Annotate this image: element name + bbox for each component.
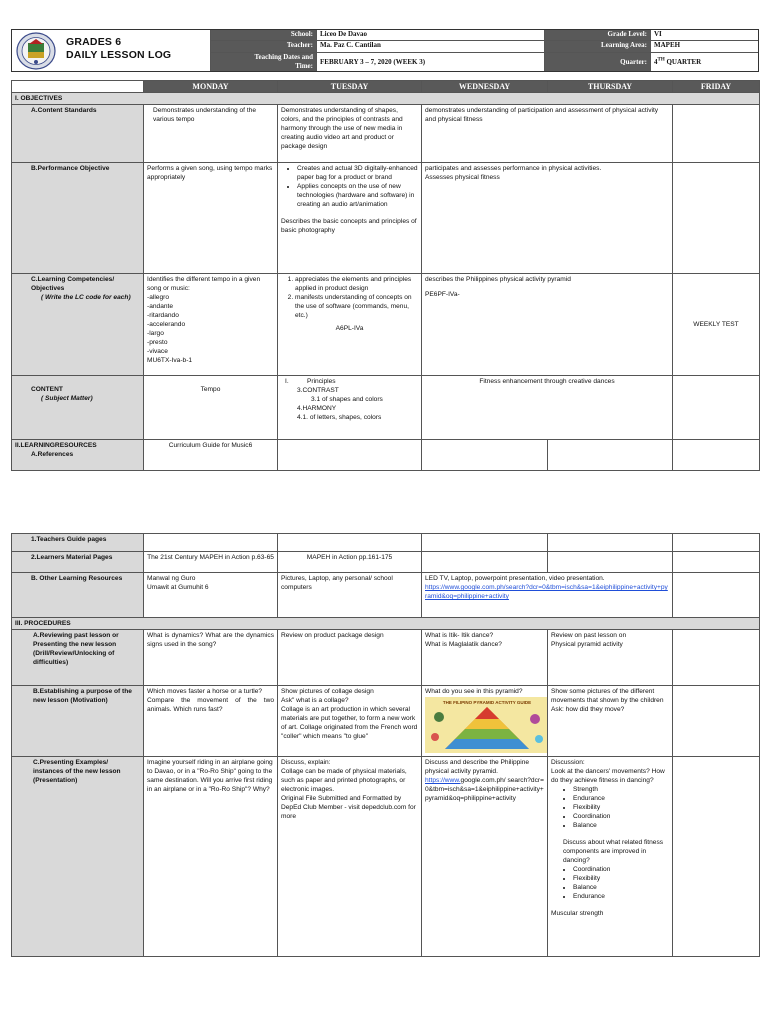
content-tuesday-line: 3.1 of shapes and colors: [311, 396, 383, 403]
pyramid-title: THE FILIPINO PYRAMID ACTIVITY GUIDE: [442, 700, 532, 705]
motivation-tuesday-line: Ask" what is a collage?: [281, 697, 349, 704]
content-wednesday: Fitness enhancement through creative dances: [422, 376, 673, 440]
performance-monday: Performs a given song, using tempo marks appropriately: [144, 163, 278, 274]
other-wednesday-text: LED TV, Laptop, powerpoint presentation, video presentation.: [425, 575, 605, 582]
motivation-label: B.Establishing a purpose of the new lesson (Motivation): [33, 688, 132, 704]
performance-wednesday-line-2: Assesses physical fitness: [425, 174, 500, 181]
fitness-component-item: • Strength: [573, 785, 669, 794]
learning-competencies-row: [12, 274, 760, 376]
objectives-section-row: [12, 93, 760, 105]
presentation-wednesday: [422, 757, 548, 957]
lc-tuesday-item-2: 2. manifests understanding of concepts on the use of software (commands, menu, etc.): [295, 293, 418, 320]
performance-wednesday-line-1: participates and assesses performance in physical activities.: [425, 165, 602, 172]
lesson-table-part2: [11, 533, 760, 957]
pyramid-search-link[interactable]: https://www.google.com.ph/search?dcr=0&tbm=isch&sa=1&eiphilippine+activity+pyramid&oq=philippine+activity: [425, 584, 668, 600]
weekly-test-friday: WEEKLY TEST: [673, 274, 760, 376]
day-header-row: [12, 81, 760, 93]
lc-monday-line: Identifies the different tempo in a given song or music:: [147, 276, 262, 292]
lc-wednesday-line: describes the Philippines physical activity pyramid: [425, 276, 571, 283]
motivation-tuesday-line: Collage is an art production in which several materials are put together, to form a new work of art. Collage originated from the French word "coller" which means "to glue": [281, 706, 420, 740]
day-monday: MONDAY: [144, 81, 278, 93]
fitness-component-item: • Endurance: [573, 794, 669, 803]
reviewing-tuesday: Review on product package design: [278, 630, 422, 686]
title-grade: GRADES 6: [66, 36, 122, 48]
grade-level-value: VI: [650, 30, 758, 40]
learning-area-label: Learning Area:: [544, 40, 650, 52]
dates-label-line2: Time:: [295, 62, 313, 70]
motivation-thursday-line: Ask: how did they move?: [551, 706, 625, 713]
teacher-value: Ma. Paz C. Cantilan: [316, 40, 544, 52]
header-block: [11, 29, 759, 72]
related-component-item: • Flexibility: [573, 874, 669, 883]
presentation-tuesday: [278, 757, 422, 957]
motivation-monday-line: Compare the movement of the two animals. Which runs fast?: [147, 697, 276, 713]
dates-label-line1: Teaching Dates and: [254, 53, 313, 61]
reviewing-thursday-line: Review on past lesson on: [551, 632, 627, 639]
references-label: A.References: [31, 451, 74, 458]
motivation-tuesday: [278, 686, 422, 757]
content-tuesday: [278, 376, 422, 440]
motivation-thursday: [548, 686, 673, 757]
fitness-component-item: • Coordination: [573, 812, 669, 821]
references-row: [12, 440, 760, 471]
presentation-row: [12, 757, 760, 957]
content-tuesday-line: 4.1. of letters, shapes, colors: [297, 414, 382, 421]
content-standards-wednesday: demonstrates understanding of participation and assessment of physical activity and physical fitness: [422, 105, 673, 163]
learning-competencies-label: C.Learning Competencies/ Objectives: [31, 276, 115, 292]
other-monday-line: Manwal ng Guro: [147, 575, 196, 582]
content-tuesday-line: 4.HARMONY: [297, 405, 337, 412]
lc-monday-code: MU6TX-Iva-b-1: [147, 357, 193, 364]
teachers-guide-row: [12, 534, 760, 552]
teacher-label: Teacher:: [210, 40, 316, 52]
other-resources-row: [12, 573, 760, 618]
motivation-wednesday-question: What do you see in this pyramid?: [425, 688, 523, 695]
related-component-item: • Coordination: [573, 865, 669, 874]
fitness-component-item: • Balance: [573, 821, 669, 830]
motivation-monday: [144, 686, 278, 757]
presentation-tuesday-line: Collage can be made of physical materials, such as paper and printed photographs, or electronic images.: [281, 768, 409, 793]
quarter-word: QUARTER: [664, 57, 702, 66]
lc-monday-line: -largo: [147, 330, 164, 337]
content-standards-label: A.Content Standards: [31, 107, 97, 114]
performance-objective-row: [12, 163, 760, 274]
teachers-guide-label: 1.Teachers Guide pages: [31, 536, 107, 543]
content-row: [12, 376, 760, 440]
presentation-thursday-line: Discussion:: [551, 759, 585, 766]
other-resources-monday: [144, 573, 278, 618]
content-standards-row: [12, 105, 760, 163]
header-info-grid: [210, 30, 758, 71]
content-tuesday-line: I. Principles: [285, 378, 336, 385]
lc-monday-line: -ritardando: [147, 312, 179, 319]
learning-competencies-monday: [144, 274, 278, 376]
dates-label: [210, 52, 316, 71]
learners-material-label: 2.Learners Material Pages: [31, 554, 113, 561]
lc-wednesday-code: PE6PF-IVa-: [425, 291, 460, 298]
physical-activity-pyramid-image: [425, 697, 548, 753]
lc-monday-line: -vivace: [147, 348, 168, 355]
motivation-thursday-line: Show some pictures of the different movements that shown by the children: [551, 688, 664, 704]
presentation-tuesday-line: Discuss, explain:: [281, 759, 331, 766]
motivation-monday-line: Which moves faster a horse or a turtle?: [147, 688, 263, 695]
presentation-label: C.Presenting Examples/ instances of the new lesson (Presentation): [33, 759, 121, 784]
performance-tuesday-item-1: • Creates and actual 3D digitally-enhanced paper bag for a product or brand: [297, 164, 418, 182]
presentation-thursday-last: Muscular strength: [551, 910, 604, 917]
presentation-thursday: [548, 757, 673, 957]
pyramid-url-link[interactable]: https://www.: [425, 777, 461, 784]
reviewing-thursday-line: Physical pyramid activity: [551, 641, 623, 648]
motivation-wednesday: [422, 686, 548, 757]
related-component-item: • Balance: [573, 883, 669, 892]
motivation-row: [12, 686, 760, 757]
quarter-value: [650, 52, 758, 71]
content-label: CONTENT: [31, 386, 63, 393]
performance-objective-label: B.Performance Objective: [31, 165, 110, 172]
quarter-suffix: TH: [657, 57, 665, 63]
school-value: Liceo De Davao: [316, 30, 544, 40]
log-title: [66, 36, 171, 62]
presentation-tuesday-line: Original File Submitted and Formatted by DepEd Club Member - visit depedclub.com for more: [281, 795, 418, 820]
school-seal-logo: [16, 32, 56, 70]
presentation-wednesday-url: google.com.ph/ search?dcr=0&tbm=isch&sa=1&eiphilippine+activity+pyramid&oq=philippine+activity: [425, 777, 544, 802]
content-sub-label: ( Subject Matter): [41, 395, 93, 402]
motivation-tuesday-line: Show pictures of collage design: [281, 688, 374, 695]
presentation-wednesday-line: Discuss and describe the Philippine physical activity pyramid.: [425, 759, 531, 775]
related-component-item: • Endurance: [573, 892, 669, 901]
reviewing-wednesday-line: What is Itik- Itik dance?: [425, 632, 494, 639]
performance-wednesday: [422, 163, 673, 274]
other-resources-wednesday: [422, 573, 673, 618]
lc-monday-line: -presto: [147, 339, 168, 346]
reviewing-wednesday-line: What is Maglalatik dance?: [425, 641, 502, 648]
learners-material-row: [12, 552, 760, 573]
performance-tuesday: [278, 163, 422, 274]
reviewing-monday: What is dynamics? What are the dynamics signs used in the song?: [144, 630, 278, 686]
learners-material-tuesday: MAPEH in Action pp.161-175: [278, 552, 422, 573]
learners-material-monday: The 21st Century MAPEH in Action p.63-65: [144, 552, 278, 573]
other-resources-tuesday: Pictures, Laptop, any personal/ school computers: [278, 573, 422, 618]
procedures-section-label: III. PROCEDURES: [12, 618, 760, 630]
quarter-label: Quarter:: [544, 52, 650, 71]
lc-tuesday-code: A6PL-IVa: [335, 325, 364, 332]
lc-monday-line: -andante: [147, 303, 174, 310]
learning-area-value: MAPEH: [650, 40, 758, 52]
performance-tuesday-note: Describes the basic concepts and principles of basic photography: [281, 218, 419, 234]
objectives-section-label: I. OBJECTIVES: [12, 93, 760, 105]
corner-cell: [12, 81, 144, 93]
learning-resources-label: II.LEARNINGRESOURCES: [15, 442, 97, 449]
performance-tuesday-item-2: • Applies concepts on the use of new technologies (hardware and software) in creating an audio art/animation: [297, 182, 418, 209]
dates-value: FEBRUARY 3 – 7, 2020 (WEEK 3): [316, 52, 544, 71]
day-tuesday: TUESDAY: [278, 81, 422, 93]
procedures-section-row: [12, 618, 760, 630]
day-friday: FRIDAY: [673, 81, 760, 93]
fitness-component-item: • Flexibility: [573, 803, 669, 812]
lesson-table-part1: [11, 80, 760, 471]
presentation-thursday-line: Look at the dancers' movements? How do they achieve fitness in dancing?: [551, 768, 667, 784]
reviewing-thursday: [548, 630, 673, 686]
day-thursday: THURSDAY: [548, 81, 673, 93]
other-monday-line: Umawit at Gumuhit 6: [147, 584, 209, 591]
school-label: School:: [210, 30, 316, 40]
content-standards-monday: Demonstrates understanding of the various tempo: [153, 107, 256, 123]
grade-level-label: Grade Level:: [544, 30, 650, 40]
learning-competencies-tuesday: [278, 274, 422, 376]
title-log: DAILY LESSON LOG: [66, 49, 172, 61]
presentation-thursday-question: Discuss about what related fitness components are improved in dancing?: [563, 839, 665, 864]
reviewing-wednesday: [422, 630, 548, 686]
learning-competencies-wednesday: [422, 274, 673, 376]
lc-monday-line: -accelerando: [147, 321, 186, 328]
day-wednesday: WEDNESDAY: [422, 81, 548, 93]
lc-tuesday-item-1: 1. appreciates the elements and principles applied in product design: [295, 275, 418, 293]
content-tuesday-line: 3.CONTRAST: [297, 387, 339, 394]
lc-monday-line: -allegro: [147, 294, 169, 301]
references-monday: Curriculum Guide for Music6: [144, 440, 278, 471]
other-resources-label: B. Other Learning Resources: [31, 575, 123, 582]
presentation-monday: Imagine yourself riding in an airplane going to Davao, or in a "Ro-Ro Ship" going to the same destination. Will you arrive first riding in an airplane or in a "Ro-Ro Ship"? Why?: [144, 757, 278, 957]
learning-competencies-note: ( Write the LC code for each): [41, 294, 131, 301]
reviewing-lesson-label: A.Reviewing past lesson or Presenting the new lesson (Drill/Review/Unlocking of difficulties): [33, 632, 119, 666]
quarter-number: 4: [654, 57, 658, 66]
content-monday: Tempo: [200, 386, 221, 393]
content-standards-tuesday: Demonstrates understanding of shapes, colors, and the principles of contrasts and harmony through the use of new media in creating audio video art and product or package design: [278, 105, 422, 163]
reviewing-lesson-row: [12, 630, 760, 686]
